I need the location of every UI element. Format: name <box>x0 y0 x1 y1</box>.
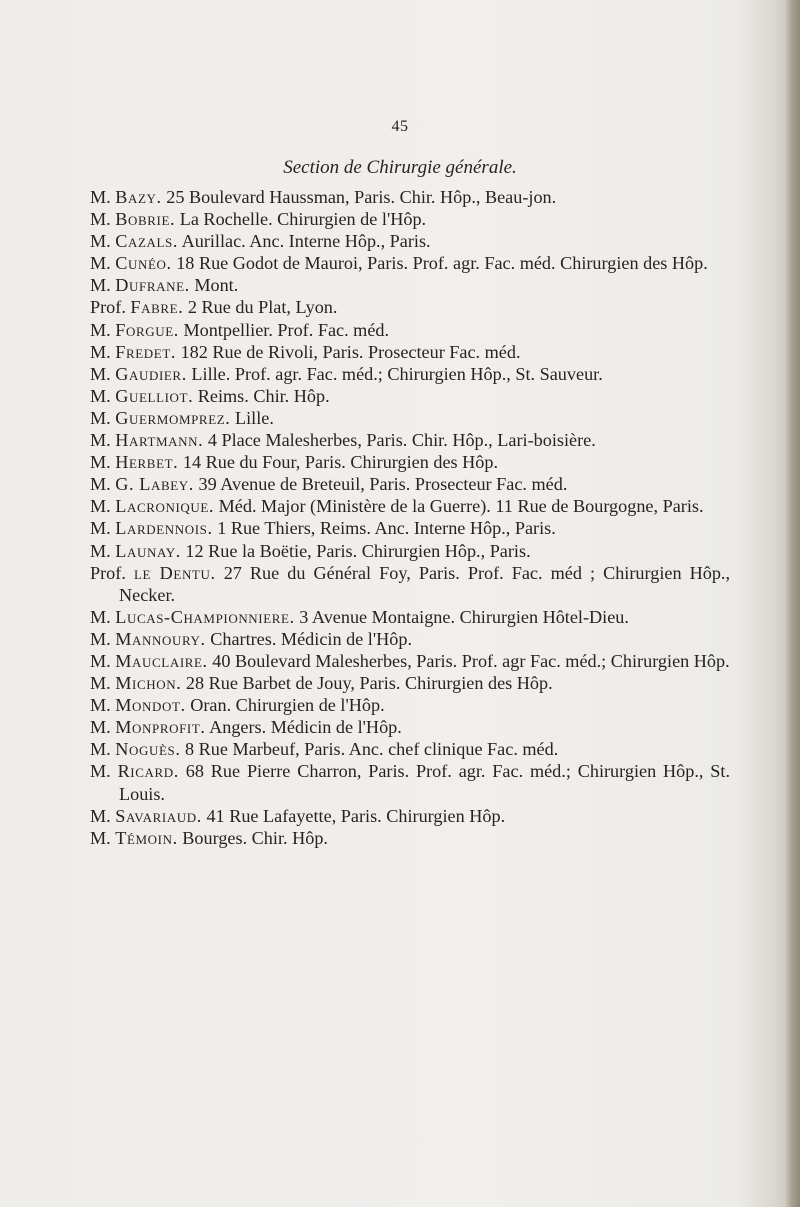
member-entry <box>90 805 730 827</box>
entry-prefix: M. <box>90 628 111 649</box>
member-entry <box>90 319 730 341</box>
entry-text: 14 Rue du Four, Paris. Chirurgien des Hôp. <box>182 452 499 473</box>
member-entry <box>90 540 730 562</box>
entry-name: Mannoury. <box>115 628 206 649</box>
entry-name: Michon. <box>115 673 182 694</box>
entry-name: Fabre. <box>130 297 184 318</box>
entry-prefix: M. <box>90 231 111 252</box>
entry-text: La Rochelle. Chirurgien de l'Hôp. <box>179 209 427 230</box>
entry-prefix: M. <box>90 341 111 362</box>
page-number: 45 <box>391 118 409 135</box>
entry-name: Forgue. <box>115 319 179 340</box>
member-list <box>90 186 730 849</box>
entry-prefix: M. <box>90 496 111 517</box>
entry-prefix: M. <box>90 319 111 340</box>
member-entry <box>90 341 730 363</box>
member-entry <box>90 606 730 628</box>
entry-name: Hartmann. <box>115 430 204 451</box>
entry-name: Lucas-Championniere. <box>115 606 295 627</box>
entry-name: Dufrane. <box>115 275 190 296</box>
entry-name: Guermomprez. <box>115 407 231 428</box>
entry-text: Reims. Chir. Hôp. <box>197 385 330 406</box>
member-entry <box>90 230 730 252</box>
member-entry <box>90 694 730 716</box>
entry-text: 182 Rue de Rivoli, Paris. Prosecteur Fac. méd. <box>180 341 521 362</box>
entry-prefix: M. <box>90 452 111 473</box>
entry-prefix: M. <box>90 187 111 207</box>
member-entry <box>90 760 730 804</box>
entry-name: Mauclaire. <box>115 650 208 671</box>
page-edge <box>786 0 800 1207</box>
member-entry <box>90 252 730 274</box>
entry-text: Lille. <box>234 407 274 428</box>
member-entry <box>90 208 730 230</box>
entry-name: Herbet. <box>115 452 179 473</box>
member-entry <box>90 672 730 694</box>
entry-prefix: M. <box>90 761 111 782</box>
entry-prefix: M. <box>90 518 111 539</box>
entry-name: Gaudier. <box>115 363 187 384</box>
member-entry <box>90 473 730 495</box>
entry-text: Angers. Médicin de l'Hôp. <box>209 717 402 738</box>
entry-text: Montpellier. Prof. Fac. méd. <box>183 319 390 340</box>
entry-name: Lacronique. <box>115 496 215 517</box>
entry-prefix: M. <box>90 739 111 760</box>
entry-prefix: M. <box>90 827 111 848</box>
entry-prefix: M. <box>90 474 111 495</box>
entry-prefix: M. <box>90 407 111 428</box>
member-entry <box>90 407 730 429</box>
entry-prefix: M. <box>90 606 111 627</box>
member-entry <box>90 451 730 473</box>
entry-prefix: Prof. <box>90 297 126 318</box>
entry-name: Guelliot. <box>115 385 194 406</box>
entry-text: 12 Rue la Boëtie, Paris. Chirurgien Hôp., Paris. <box>185 540 531 561</box>
entry-name: Fredet. <box>115 341 177 362</box>
entry-text: Chartres. Médicin de l'Hôp. <box>210 628 412 649</box>
entry-name: Mondot. <box>115 695 186 716</box>
entry-text: 41 Rue Lafayette, Paris. Chirurgien Hôp. <box>206 805 506 826</box>
entry-prefix: M. <box>90 673 111 694</box>
entry-name: Cazals. <box>115 231 179 252</box>
entry-text: Bourges. Chir. Hôp. <box>182 827 328 848</box>
member-entry <box>90 628 730 650</box>
member-entry <box>90 274 730 296</box>
entry-prefix: M. <box>90 253 111 274</box>
entry-prefix: M. <box>90 540 111 561</box>
entry-prefix: M. <box>90 650 111 671</box>
entry-text: 8 Rue Marbeuf, Paris. Anc. chef clinique Fac. méd. <box>185 739 559 760</box>
entry-text: 18 Rue Godot de Mauroi, Paris. Prof. agr. Fac. méd. Chirurgien des Hôp. <box>176 253 708 274</box>
entry-name: Témoin. <box>115 827 178 848</box>
entry-name: G. Labey. <box>115 474 194 495</box>
entry-text: 25 Boulevard Haussman, Paris. Chir. Hôp., Beau-jon. <box>166 187 557 207</box>
entry-text: 1 Rue Thiers, Reims. Anc. Interne Hôp., Paris. <box>217 518 556 539</box>
entry-prefix: M. <box>90 430 111 451</box>
entry-name: Bazy. <box>115 187 162 207</box>
entry-text: Aurillac. Anc. Interne Hôp., Paris. <box>181 231 431 252</box>
entry-text: 3 Avenue Montaigne. Chirurgien Hôtel-Dieu. <box>299 606 629 627</box>
entry-prefix: M. <box>90 385 111 406</box>
entry-name: Cunéo. <box>115 253 172 274</box>
entry-prefix: M. <box>90 209 111 230</box>
member-entry <box>90 650 730 672</box>
entry-prefix: M. <box>90 717 111 738</box>
entry-text: Méd. Major (Ministère de la Guerre). 11 Rue de Bourgogne, Paris. <box>218 496 704 517</box>
entry-name: le Dentu. <box>133 562 216 583</box>
entry-text: Oran. Chirurgien de l'Hôp. <box>190 695 385 716</box>
entry-text: Mont. <box>194 275 239 296</box>
entry-text: 28 Rue Barbet de Jouy, Paris. Chirurgien des Hôp. <box>185 673 553 694</box>
entry-name: Launay. <box>115 540 181 561</box>
entry-name: Bobrie. <box>115 209 176 230</box>
entry-text: 27 Rue du Général Foy, Paris. Prof. Fac. méd ; Chirurgien Hôp., Necker. <box>119 562 731 605</box>
entry-name: Monprofit. <box>115 717 206 738</box>
entry-prefix: M. <box>90 695 111 716</box>
member-entry <box>90 562 730 606</box>
member-entry <box>90 296 730 318</box>
entry-name: Noguès. <box>115 739 181 760</box>
entry-name: Lardennois. <box>115 518 213 539</box>
member-entry <box>90 738 730 760</box>
entry-name: Ricard. <box>117 761 179 782</box>
entry-prefix: M. <box>90 363 111 384</box>
entry-name: Savariaud. <box>115 805 202 826</box>
member-entry <box>90 385 730 407</box>
entry-text: 39 Avenue de Breteuil, Paris. Prosecteur Fac. méd. <box>198 474 568 495</box>
entry-text: 68 Rue Pierre Charron, Paris. Prof. agr. Fac. méd.; Chirurgien Hôp., St. Louis. <box>119 761 731 804</box>
entry-text: 2 Rue du Plat, Lyon. <box>187 297 338 318</box>
member-entry <box>90 716 730 738</box>
entry-prefix: Prof. <box>90 562 126 583</box>
entry-prefix: M. <box>90 275 111 296</box>
member-entry <box>90 517 730 539</box>
member-entry <box>90 495 730 517</box>
entry-prefix: M. <box>90 805 111 826</box>
entry-text: 40 Boulevard Malesherbes, Paris. Prof. agr Fac. méd.; Chirurgien Hôp. <box>212 650 730 671</box>
member-entry <box>90 363 730 385</box>
member-entry <box>90 827 730 849</box>
member-entry <box>90 186 730 208</box>
entry-text: Lille. Prof. agr. Fac. méd.; Chirurgien Hôp., St. Sauveur. <box>191 363 603 384</box>
entry-text: 4 Place Malesherbes, Paris. Chir. Hôp., Lari-boisière. <box>207 430 596 451</box>
section-title: Section de Chirurgie générale. <box>283 157 517 178</box>
member-entry <box>90 429 730 451</box>
